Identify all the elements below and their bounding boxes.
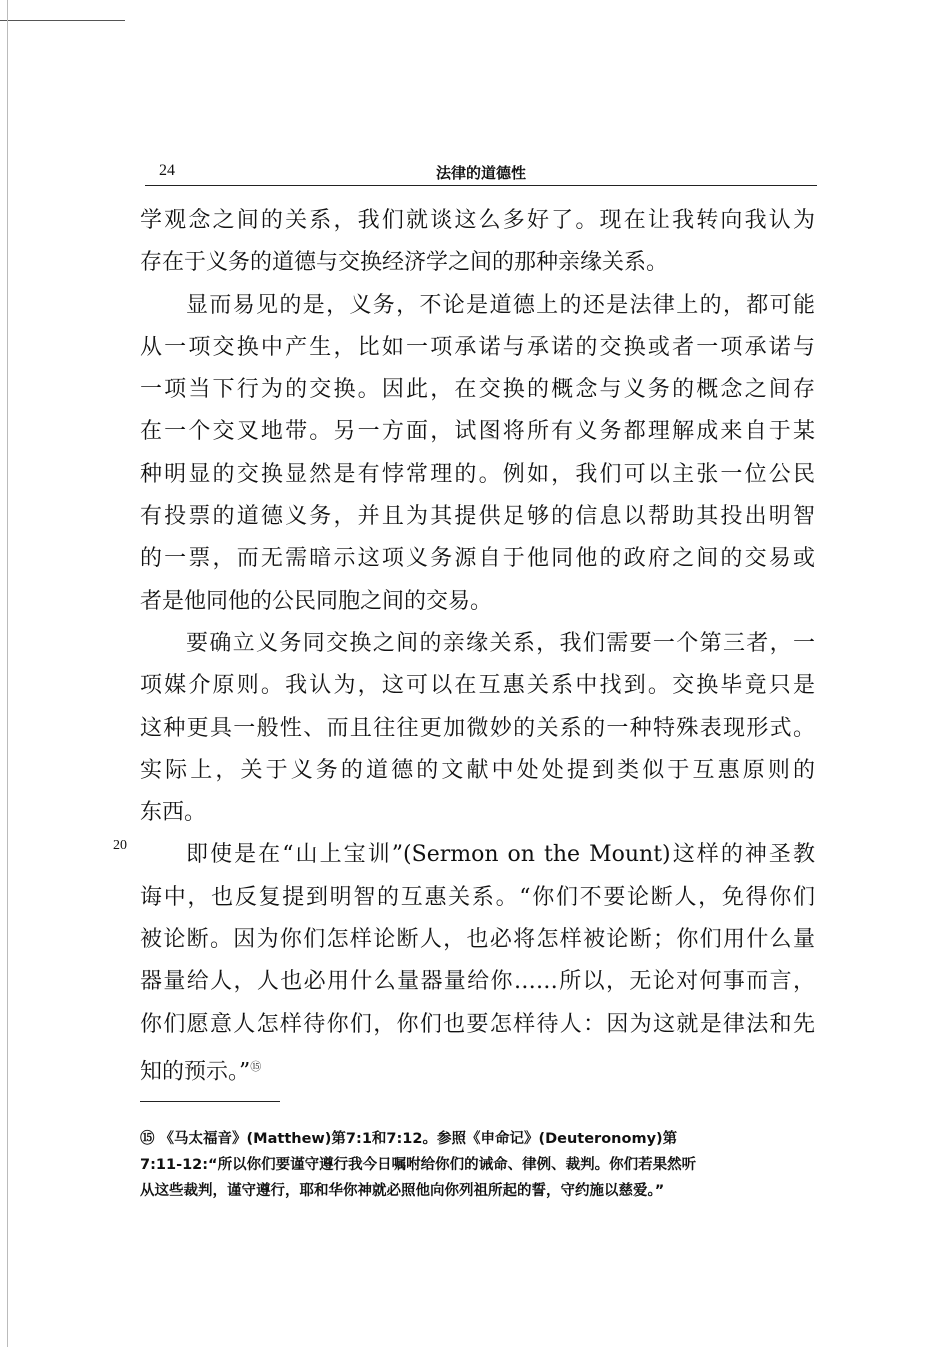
text-line: 要确立义务同交换之间的亲缘关系，我们需要一个第三者，一 (186, 630, 815, 656)
text-line-with-note (140, 1046, 815, 1094)
running-title: 法律的道德性 (435, 164, 526, 182)
text-line: 在一个交叉地带。另一方面，试图将所有义务都理解成来自于某 (140, 419, 815, 445)
footnote-line: ⑮ 《马太福音》(Matthew)第7:1和7:12。参照《申命记》(Deuteronomy)第 (140, 1131, 678, 1147)
text-line: 器量给人，人也必用什么量器量给你……所以，无论对何事而言， (140, 969, 815, 995)
text-line: 者是他同他的公民同胞之间的交易。 (140, 588, 493, 614)
footnote-rule (140, 1101, 280, 1102)
margin-page-number: 20 (113, 838, 127, 853)
footnote-line: 从这些裁判，谨守遵行，耶和华你神就必照他向你列祖所起的誓，守约施以慈爱。” (140, 1183, 665, 1199)
text-line: 东西。 (140, 800, 207, 826)
footnote-line: 7:11-12:“所以你们要谨守遵行我今日嘱咐给你们的诫命、律例、裁判。你们若果然听 (140, 1157, 697, 1173)
text-line: 一项当下行为的交换。因此，在交换的概念与义务的概念之间存 (140, 377, 815, 403)
scan-edge-line (0, 20, 125, 21)
text-line: 有投票的道德义务，并且为其提供足够的信息以帮助其投出明智 (140, 504, 815, 530)
text-line: 知的预示。” (140, 1059, 251, 1085)
body-text (140, 200, 815, 1094)
text-line: 被论断。因为你们怎样论断人，也必将怎样被论断；你们用什么量 (140, 927, 815, 953)
page-number: 24 (159, 162, 175, 179)
page-header (145, 158, 817, 186)
text-line: 存在于义务的道德与交换经济学之间的那种亲缘关系。 (140, 250, 669, 276)
footnote (140, 1126, 815, 1204)
text-line: 实际上，关于义务的道德的文献中处处提到类似于互惠原则的 (140, 757, 815, 783)
header-rule (145, 185, 817, 186)
text-line: 项媒介原则。我认为，这可以在互惠关系中找到。交换毕竟只是 (140, 673, 815, 699)
text-line: 这种更具一般性、而且往往更加微妙的关系的一种特殊表现形式。 (140, 715, 815, 741)
text-line: 种明显的交换显然是有悖常理的。例如，我们可以主张一位公民 (140, 461, 815, 487)
text-line: 的一票，而无需暗示这项义务源自于他同他的政府之间的交易或 (140, 546, 815, 572)
scan-edge-left (7, 0, 8, 1347)
text-line: 即使是在“山上宝训”(Sermon on the Mount)这样的神圣教 (186, 842, 815, 868)
text-line: 学观念之间的关系，我们就谈这么多好了。现在让我转向我认为 (140, 208, 815, 233)
text-line: 显而易见的是，义务，不论是道德上的还是法律上的，都可能 (186, 292, 815, 318)
text-line: 从一项交换中产生，比如一项承诺与承诺的交换或者一项承诺与 (140, 334, 815, 360)
footnote-marker: ⑮ (250, 1059, 262, 1073)
text-line: 你们愿意人怎样待你们，你们也要怎样待人：因为这就是律法和先 (140, 1011, 815, 1037)
text-line: 诲中，也反复提到明智的互惠关系。“你们不要论断人，免得你们 (140, 884, 815, 910)
